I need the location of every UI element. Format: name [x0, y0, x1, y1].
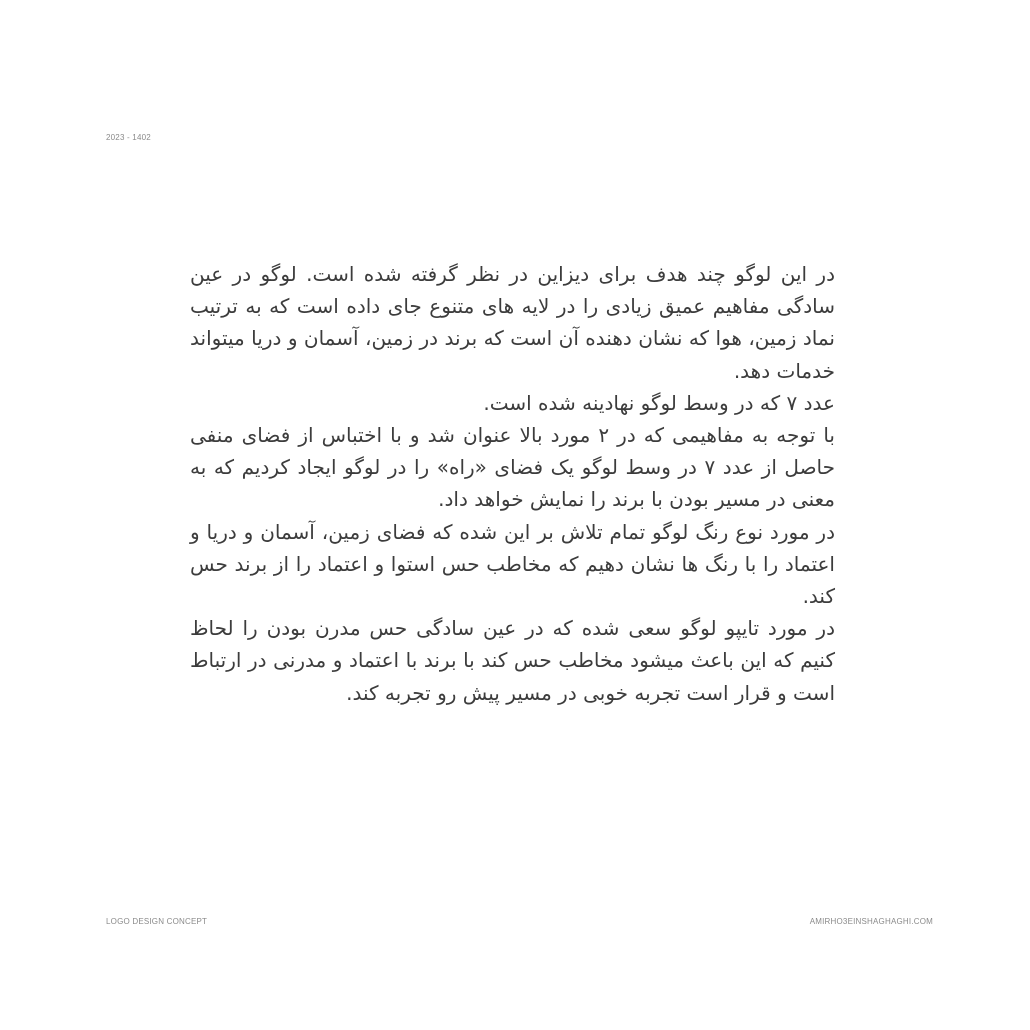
paragraph-number-seven: عدد ۷ که در وسط لوگو نهادینه شده است.: [483, 390, 835, 415]
footer-project-title: LOGO DESIGN CONCEPT: [106, 917, 208, 926]
paragraph-negative-space: با توجه به مفاهیمی که در ۲ مورد بالا عنوان شد و با اختباس از فضای منفی حاصل از عدد ۷ در وسط لوگو یک فضای «راه» را در لوگو ایجاد کردیم که به معنی در مسیر بودن با برند را نمایش خواهد داد.: [190, 423, 836, 512]
paragraph-intro: در این لوگو چند هدف برای دیزاین در نظر گرفته شده است. لوگو در عین سادگی مفاهیم عمیق زیادی را در لایه های متنوع جای داده است که به ترتیب نماد زمین، هوا که نشان دهنده آن است که برند در زمین، آسمان و دریا میتواند خدمات دهد.: [190, 262, 835, 383]
paragraph-typography: در مورد تایپو لوگو سعی شده که در عین سادگی حس مدرن بودن را لحاظ کنیم که این باعث میشود مخاطب حس کند با برند با اعتماد و مدرنی در ارتباط است و قرار است تجربه خوبی در مسیر پیش رو تجربه کند.: [190, 616, 835, 705]
concept-text-block: [190, 258, 835, 709]
paragraph-color: در مورد نوع رنگ لوگو تمام تلاش بر این شده که فضای زمین، آسمان و دریا و اعتماد را با رنگ ها نشان دهیم که مخاطب حس استوا و اعتماد را از برند حس کند.: [190, 519, 835, 609]
footer-website: AMIRHO3EINSHAGHAGHI.COM: [809, 917, 933, 926]
year-label: 2023 - 1402: [106, 133, 151, 142]
